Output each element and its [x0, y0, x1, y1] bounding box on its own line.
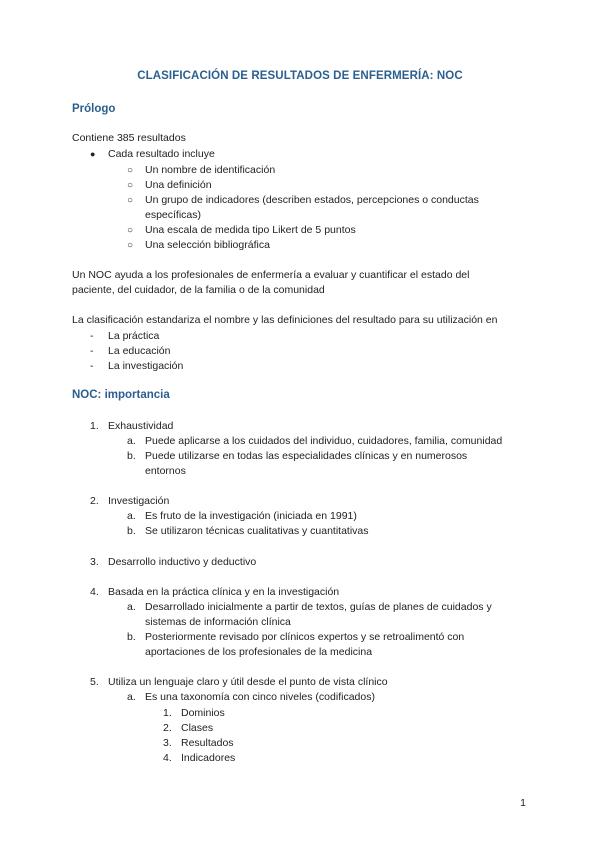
list-number: 2.: [90, 495, 99, 507]
lettered-item: Puede aplicarse a los cuidados del individuo, cuidadores, familia, comunidad: [145, 435, 503, 447]
circle-bullet-icon: ○: [127, 195, 134, 206]
numbered-item: Utiliza un lenguaje claro y útil desde el punto de vista clínico: [108, 676, 388, 688]
prologo-bullet: Cada resultado incluye: [108, 148, 215, 160]
list-number: 3.: [163, 737, 172, 749]
list-number: 1.: [90, 420, 99, 432]
list-letter: a.: [127, 435, 136, 447]
numbered-item: Desarrollo inductivo y deductivo: [108, 556, 257, 568]
numbered-item: Exhaustividad: [108, 420, 174, 432]
lettered-item-continuation: aportaciones de los profesionales de la medicina: [145, 646, 373, 658]
dash-item: La educación: [108, 345, 171, 357]
section-heading-prologo: Prólogo: [72, 103, 116, 115]
dash-item: La investigación: [108, 360, 184, 372]
prologo-sub-item: Una escala de medida tipo Likert de 5 puntos: [145, 224, 356, 236]
prologo-sub-item-continuation: específicas): [145, 209, 202, 221]
prologo-sub-item: Una definición: [145, 179, 212, 191]
lettered-item: Posteriormente revisado por clínicos expertos y se retroalimentó con: [145, 631, 465, 643]
lettered-item: Es fruto de la investigación (iniciada en 1991): [145, 510, 357, 522]
prologo-paragraph-1: Un NOC ayuda a los profesionales de enfermería a evaluar y cuantificar el estado del: [72, 269, 470, 281]
list-number: 1.: [163, 707, 172, 719]
section-heading-importancia: NOC: importancia: [72, 389, 170, 401]
list-number: 4.: [90, 586, 99, 598]
page-number: 1: [520, 797, 526, 809]
dash-bullet-icon: -: [90, 345, 94, 357]
lettered-item: Desarrollado inicialmente a partir de textos, guías de planes de cuidados y: [145, 601, 492, 613]
list-letter: a.: [127, 691, 136, 703]
lettered-item: Se utilizaron técnicas cualitativas y cuantitativas: [145, 525, 369, 537]
list-letter: b.: [127, 525, 136, 537]
prologo-paragraph-2: La clasificación estandariza el nombre y las definiciones del resultado para su utilización en: [72, 314, 498, 326]
circle-bullet-icon: ○: [127, 165, 134, 176]
prologo-sub-item: Una selección bibliográfica: [145, 239, 270, 251]
dash-bullet-icon: -: [90, 360, 94, 372]
circle-bullet-icon: ○: [127, 240, 134, 251]
level-item: Dominios: [181, 707, 225, 719]
prologo-sub-item: Un grupo de indicadores (describen estados, percepciones o conductas: [145, 194, 479, 206]
lettered-item: Puede utilizarse en todas las especialidades clínicas y en numerosos: [145, 450, 468, 462]
prologo-paragraph-1-continuation: paciente, del cuidador, de la familia o de la comunidad: [72, 284, 325, 296]
dash-item: La práctica: [108, 330, 160, 342]
disc-bullet-icon: ●: [90, 149, 96, 159]
numbered-item: Investigación: [108, 495, 170, 507]
list-letter: a.: [127, 510, 136, 522]
list-letter: b.: [127, 450, 136, 462]
level-item: Indicadores: [181, 752, 236, 764]
list-number: 2.: [163, 722, 172, 734]
prologo-sub-item: Un nombre de identificación: [145, 164, 276, 176]
lettered-item-continuation: entornos: [145, 465, 186, 477]
lettered-item-continuation: sistemas de información clínica: [145, 616, 291, 628]
numbered-item: Basada en la práctica clínica y en la investigación: [108, 586, 340, 598]
list-number: 4.: [163, 752, 172, 764]
document-title: CLASIFICACIÓN DE RESULTADOS DE ENFERMERÍA: NOC: [137, 70, 463, 82]
level-item: Clases: [181, 722, 214, 734]
lettered-item: Es una taxonomía con cinco niveles (codificados): [145, 691, 375, 703]
list-letter: b.: [127, 631, 136, 643]
level-item: Resultados: [181, 737, 234, 749]
prologo-intro: Contiene 385 resultados: [72, 132, 186, 144]
dash-bullet-icon: -: [90, 330, 94, 342]
list-letter: a.: [127, 601, 136, 613]
circle-bullet-icon: ○: [127, 225, 134, 236]
circle-bullet-icon: ○: [127, 180, 134, 191]
list-number: 5.: [90, 676, 99, 688]
list-number: 3.: [90, 556, 99, 568]
